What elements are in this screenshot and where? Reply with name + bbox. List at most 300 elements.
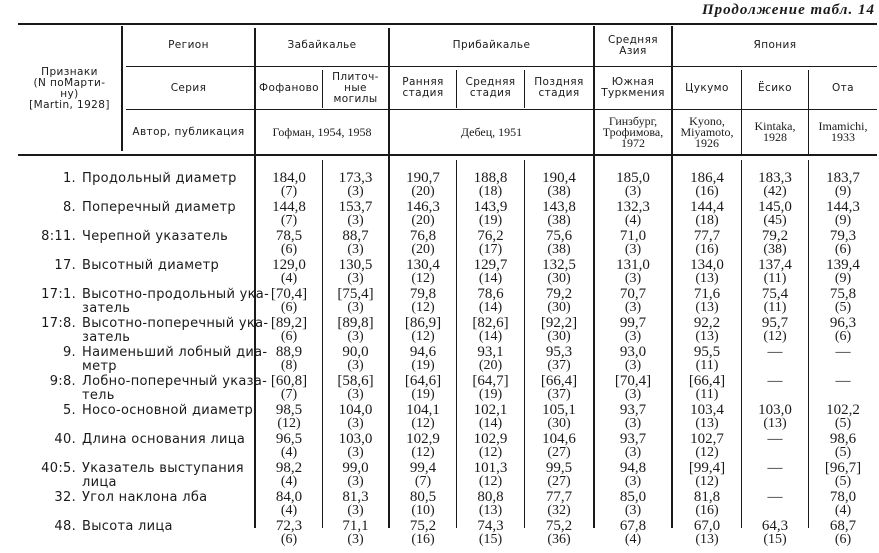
table-cell: [809, 287, 877, 315]
mean-value: 75,8: [829, 286, 857, 302]
table-cell: [809, 171, 877, 199]
feature-row-label: [18, 201, 236, 214]
author-imamichi: Imamichi, 1933: [818, 119, 868, 144]
sample-size: (6): [280, 300, 298, 315]
feature-number: 48.: [54, 519, 76, 534]
sample-size: (3): [624, 329, 642, 344]
mean-value: 79,3: [829, 228, 857, 244]
sample-size: (3): [624, 300, 642, 315]
table-cell: [390, 345, 456, 373]
table-cell: [323, 258, 388, 286]
table-cell: [673, 287, 741, 315]
sample-size: (30): [547, 416, 571, 431]
feature-number: 1.: [62, 171, 76, 186]
feature-row-label: [18, 404, 253, 417]
sample-size: (9): [834, 184, 852, 199]
sample-size: (4): [280, 445, 298, 460]
mean-value: 71,0: [619, 228, 647, 244]
mean-value: [75,4]: [337, 286, 374, 302]
sample-size: (6): [834, 532, 852, 547]
table-cell: [673, 519, 741, 547]
feature-number: 9.: [62, 345, 76, 360]
sample-size: (9): [834, 271, 852, 286]
mean-value: 79,8: [409, 286, 437, 302]
sample-size: (4): [834, 503, 852, 518]
table-cell: [809, 374, 877, 388]
sample-size: (3): [624, 503, 642, 518]
table-cell: [673, 461, 741, 489]
sample-size: (12): [763, 329, 787, 344]
mean-value: 98,5: [275, 402, 303, 418]
sample-size: (7): [280, 387, 298, 402]
sample-size: (30): [547, 300, 571, 315]
table-cell: [323, 200, 388, 228]
mean-value: 81,3: [342, 489, 369, 505]
table-cell: [742, 171, 808, 199]
sample-size: (13): [695, 271, 719, 286]
feature-name: Продольный диаметр: [82, 171, 237, 186]
feature-row-label: [18, 230, 228, 243]
table-cell: [256, 461, 322, 489]
mean-value: [64,7]: [472, 373, 509, 389]
table-cell: [323, 461, 388, 489]
mean-value: 85,0: [619, 489, 647, 505]
sample-size: (3): [347, 416, 364, 431]
table-cell: [457, 490, 524, 518]
mean-value: 103,0: [338, 431, 373, 447]
table-cell: [525, 374, 593, 402]
mean-value: 78,0: [829, 489, 857, 505]
table-cell: [390, 490, 456, 518]
mean-value: 104,0: [338, 402, 373, 418]
sample-size: (4): [280, 503, 298, 518]
table-cell: [525, 461, 593, 489]
table-cell: [742, 403, 808, 431]
sample-size: (4): [624, 532, 642, 547]
feature-number: 8.: [62, 200, 76, 215]
table-cell: [673, 432, 741, 460]
table-cell: [742, 316, 808, 344]
series-south-turkmenia: Южная Туркмения: [601, 76, 665, 99]
mean-value: 76,8: [409, 228, 437, 244]
mean-value: [66,4]: [540, 373, 578, 389]
sample-size: (3): [347, 387, 364, 402]
feature-number: 32.: [54, 490, 76, 505]
table-cell: [809, 229, 877, 257]
table-cell: [525, 287, 593, 315]
table-cell: [323, 345, 388, 373]
table-cell: [390, 258, 456, 286]
feature-number: 40:5.: [41, 461, 76, 476]
table-cell: [525, 229, 593, 257]
table-cell: [457, 200, 524, 228]
table-cell: [525, 432, 593, 460]
sample-size: (7): [280, 213, 298, 228]
sample-size: (12): [411, 329, 435, 344]
mean-value: 144,4: [690, 199, 724, 215]
feature-number: 9:8.: [49, 374, 76, 389]
table-cell: [673, 200, 741, 228]
table-cell: [809, 258, 877, 286]
mean-value: 99,4: [409, 460, 437, 476]
feature-number: 17:8.: [41, 316, 76, 331]
sample-size: (4): [280, 271, 298, 286]
sample-size: (13): [478, 503, 503, 518]
table-cell: [673, 374, 741, 402]
sample-size: (3): [347, 213, 364, 228]
feature-name: Носо-основной диаметр: [82, 403, 254, 418]
table-caption: Продолжение табл. 14: [701, 2, 875, 18]
sample-size: (3): [624, 271, 642, 286]
sample-size: (16): [695, 503, 719, 518]
mean-value: 64,3: [761, 518, 789, 534]
table-cell: [525, 316, 593, 344]
sample-size: (7): [414, 474, 432, 489]
mean-value: [70,4]: [614, 373, 652, 389]
mean-value: 94,6: [409, 344, 437, 360]
table-cell: [525, 171, 593, 199]
sample-size: (4): [624, 213, 642, 228]
region-japan: Япония: [753, 39, 797, 51]
sample-size: (5): [834, 445, 852, 460]
table-cell: [673, 171, 741, 199]
feature-name: Высотно-поперечный ука-: [82, 316, 269, 331]
mean-value: 186,4: [690, 170, 724, 186]
mean-value: [89,2]: [270, 315, 308, 331]
feature-number: 8:11.: [41, 229, 76, 244]
mean-value: 146,3: [406, 199, 440, 215]
sample-size: (12): [411, 300, 435, 315]
table-cell: [256, 374, 322, 402]
mean-value: —: [767, 373, 783, 389]
table-cell: [595, 461, 671, 489]
mean-value: 129,0: [272, 257, 306, 273]
table-cell: [595, 374, 671, 402]
mean-value: 185,0: [616, 170, 650, 186]
mean-value: 188,8: [473, 170, 508, 186]
mean-value: —: [767, 344, 783, 360]
sample-size: (19): [411, 358, 435, 373]
table-cell: [323, 229, 388, 257]
mean-value: 130,4: [406, 257, 440, 273]
table-cell: [457, 461, 524, 489]
mean-value: 139,4: [826, 257, 860, 273]
mean-value: [64,6]: [404, 373, 442, 389]
region-label: Регион: [168, 39, 209, 51]
mean-value: 72,3: [275, 518, 303, 534]
mean-value: 103,4: [690, 402, 724, 418]
table-cell: [809, 519, 877, 547]
mean-value: 74,3: [477, 518, 504, 534]
table-cell: [323, 519, 388, 547]
table-cell: [742, 258, 808, 286]
region-pribaikalye: Прибайкалье: [452, 39, 531, 51]
mean-value: 132,3: [616, 199, 650, 215]
mean-value: 93,7: [619, 402, 647, 418]
table-cell: [256, 229, 322, 257]
table-cell: [673, 345, 741, 373]
mean-value: 102,9: [473, 431, 508, 447]
table-cell: [457, 287, 524, 315]
mean-value: [86,9]: [404, 315, 442, 331]
feature-column-header: Признаки (N поМарти- ну) [Martin, 1928]: [29, 66, 110, 111]
region-central-asia: Средняя Азия: [607, 33, 658, 57]
mean-value: 78,5: [275, 228, 303, 244]
mean-value: [82,6]: [472, 315, 509, 331]
sample-size: (45): [763, 213, 787, 228]
sample-size: (3): [347, 445, 364, 460]
sample-size: (30): [547, 329, 571, 344]
sample-size: (5): [834, 474, 852, 489]
mean-value: 103,0: [758, 402, 792, 418]
table-cell: [390, 171, 456, 199]
mean-value: 184,0: [272, 170, 306, 186]
table-cell: [742, 519, 808, 547]
sample-size: (36): [547, 532, 571, 547]
sample-size: (3): [347, 184, 364, 199]
mean-value: 102,7: [690, 431, 724, 447]
author-kintaka: Kintaka, 1928: [754, 119, 796, 144]
sample-size: (19): [411, 387, 435, 402]
mean-value: 92,2: [693, 315, 721, 331]
table-cell: [742, 287, 808, 315]
table-cell: [742, 461, 808, 475]
feature-name-continuation: лица: [82, 475, 117, 490]
mean-value: 102,9: [406, 431, 440, 447]
sample-size: (6): [834, 242, 852, 257]
mean-value: 88,9: [275, 344, 303, 360]
sample-size: (17): [478, 242, 503, 257]
mean-value: 67,8: [619, 518, 647, 534]
table-cell: [323, 490, 388, 518]
sample-size: (13): [695, 532, 719, 547]
feature-row-label: [18, 317, 268, 344]
table-cell: [742, 345, 808, 359]
table-cell: [742, 229, 808, 257]
table-cell: [595, 432, 671, 460]
mean-value: 75,2: [545, 518, 573, 534]
table-cell: [673, 258, 741, 286]
sample-size: (42): [763, 184, 787, 199]
table-cell: [595, 490, 671, 518]
table-cell: [809, 403, 877, 431]
sample-size: (7): [280, 184, 298, 199]
mean-value: [92,2]: [540, 315, 578, 331]
mean-value: 95,5: [693, 344, 721, 360]
sample-size: (3): [347, 532, 364, 547]
mean-value: 143,8: [542, 199, 576, 215]
mean-value: 173,3: [338, 170, 373, 186]
sample-size: (27): [547, 474, 571, 489]
table-cell: [595, 519, 671, 547]
series-yoshiko: Ёсико: [758, 81, 792, 94]
table-cell: [525, 258, 593, 286]
sample-size: (14): [478, 416, 503, 431]
series-early-stage: Ранняя стадия: [402, 76, 444, 99]
sample-size: (38): [547, 242, 571, 257]
feature-name-continuation: затель: [82, 301, 131, 316]
sample-size: (3): [624, 387, 642, 402]
mean-value: 190,7: [406, 170, 440, 186]
feature-name: Высота лица: [82, 519, 173, 534]
sample-size: (38): [547, 184, 571, 199]
sample-size: (3): [624, 416, 642, 431]
mean-value: [58,6]: [337, 373, 374, 389]
feature-number: 5.: [62, 403, 76, 418]
sample-size: (15): [763, 532, 787, 547]
table-cell: [256, 403, 322, 431]
table-cell: [673, 316, 741, 344]
table-cell: [457, 171, 524, 199]
mean-value: 153,7: [338, 199, 373, 215]
table-cell: [323, 171, 388, 199]
table-cell: [457, 316, 524, 344]
table-cell: [742, 374, 808, 388]
sample-size: (5): [834, 300, 852, 315]
sample-size: (20): [411, 184, 435, 199]
sample-size: (14): [478, 271, 503, 286]
feature-number: 17.: [54, 258, 76, 273]
mean-value: —: [835, 373, 851, 389]
mean-value: 143,9: [473, 199, 508, 215]
sample-size: (13): [695, 300, 719, 315]
feature-name: Длина основания лица: [82, 432, 246, 447]
table-cell: [457, 258, 524, 286]
series-tsukumo: Цукумо: [685, 81, 729, 94]
sample-size: (12): [695, 445, 719, 460]
mean-value: 98,2: [275, 460, 303, 476]
mean-value: [99,4]: [688, 460, 726, 476]
mean-value: 93,7: [619, 431, 647, 447]
table-cell: [457, 403, 524, 431]
mean-value: 80,5: [409, 489, 437, 505]
table-cell: [256, 258, 322, 286]
sample-size: (38): [547, 213, 571, 228]
header-bottom-rule: [18, 154, 877, 156]
mean-value: 93,1: [477, 344, 504, 360]
sample-size: (30): [547, 271, 571, 286]
table-cell: [457, 229, 524, 257]
sample-size: (13): [695, 329, 719, 344]
table-cell: [256, 287, 322, 315]
mean-value: 95,3: [545, 344, 573, 360]
series-late-stage: Поздняя стадия: [534, 76, 584, 99]
sample-size: (12): [411, 416, 435, 431]
feature-row-label: [18, 288, 269, 315]
mean-value: —: [767, 431, 783, 447]
mean-value: 84,0: [275, 489, 303, 505]
table-cell: [809, 490, 877, 518]
mean-value: 137,4: [758, 257, 792, 273]
feature-name-continuation: затель: [82, 330, 131, 345]
feature-row-label: [18, 259, 219, 272]
table-cell: [595, 287, 671, 315]
mean-value: 70,7: [619, 286, 647, 302]
sample-size: (14): [478, 300, 503, 315]
table-cell: [390, 200, 456, 228]
mean-value: 145,0: [758, 199, 792, 215]
feature-row-label: [18, 172, 237, 185]
mean-value: 99,7: [619, 315, 647, 331]
sample-size: (3): [347, 474, 364, 489]
sample-size: (12): [411, 271, 435, 286]
sample-size: (15): [478, 532, 503, 547]
sample-size: (20): [478, 358, 503, 373]
feature-row-label: [18, 462, 244, 489]
sample-size: (8): [280, 358, 298, 373]
table-cell: [809, 316, 877, 344]
mean-value: 88,7: [342, 228, 369, 244]
table-cell: [525, 345, 593, 373]
feature-name: Наименьший лобный диа-: [82, 345, 268, 360]
feature-name: Угол наклона лба: [82, 490, 208, 505]
mean-value: 98,6: [829, 431, 857, 447]
table-cell: [390, 461, 456, 489]
feature-number: 40.: [54, 432, 76, 447]
table-cell: [595, 403, 671, 431]
sample-size: (16): [695, 242, 719, 257]
series-middle-stage: Средняя стадия: [465, 76, 516, 99]
table-cell: [457, 519, 524, 547]
feature-name: Высотный диаметр: [82, 258, 220, 273]
mean-value: 79,2: [761, 228, 789, 244]
table-cell: [323, 374, 388, 402]
mean-value: 96,5: [275, 431, 303, 447]
table-cell: [595, 200, 671, 228]
table-cell: [390, 287, 456, 315]
mean-value: —: [767, 460, 783, 476]
feature-row-label: [18, 520, 173, 533]
mean-value: 75,2: [409, 518, 437, 534]
feature-name: Указатель выступания: [82, 461, 244, 476]
series-slab-graves: Плиточ- ные могилы: [332, 70, 379, 105]
sample-size: (11): [763, 271, 787, 286]
sample-size: (6): [280, 242, 298, 257]
table-cell: [809, 345, 877, 359]
table-cell: [256, 200, 322, 228]
sample-size: (6): [280, 532, 298, 547]
mean-value: 131,0: [616, 257, 650, 273]
sample-size: (37): [547, 358, 571, 373]
sample-size: (13): [763, 416, 787, 431]
sample-size: (27): [547, 445, 571, 460]
mean-value: 67,0: [693, 518, 721, 534]
table-cell: [390, 229, 456, 257]
mean-value: 80,8: [477, 489, 504, 505]
table-cell: [809, 200, 877, 228]
mean-value: 68,7: [829, 518, 857, 534]
table-cell: [256, 316, 322, 344]
sample-size: (12): [411, 445, 435, 460]
mean-value: [70,4]: [270, 286, 308, 302]
sample-size: (3): [347, 242, 364, 257]
sample-size: (32): [547, 503, 571, 518]
mean-value: 134,0: [690, 257, 724, 273]
feature-row-label: [18, 491, 207, 504]
mean-value: 190,4: [542, 170, 576, 186]
feature-name: Черепной указатель: [82, 229, 229, 244]
sample-size: (3): [347, 271, 364, 286]
mean-value: 81,8: [693, 489, 721, 505]
sample-size: (38): [763, 242, 787, 257]
mean-value: 104,1: [406, 402, 440, 418]
table-cell: [323, 432, 388, 460]
mean-value: 78,6: [477, 286, 504, 302]
mean-value: 77,7: [545, 489, 573, 505]
sample-size: (3): [624, 242, 642, 257]
table-cell: [390, 316, 456, 344]
feature-row-label: [18, 375, 267, 402]
